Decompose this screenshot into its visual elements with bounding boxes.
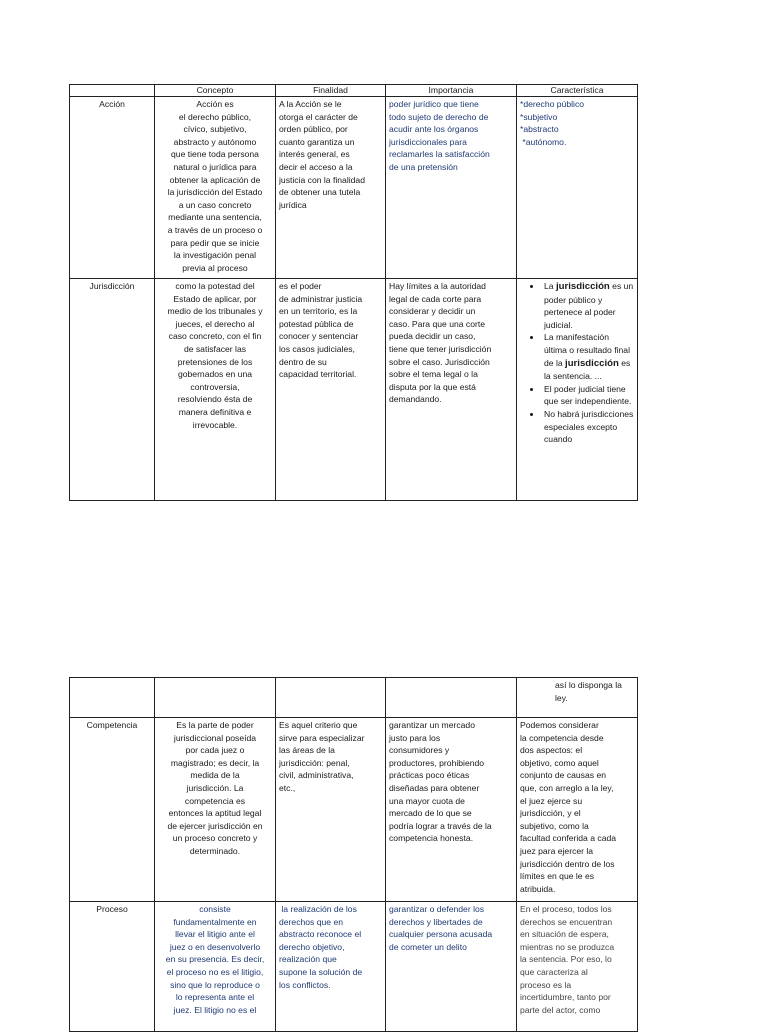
row-label-accion: Acción (70, 97, 155, 279)
caracteristica-item: *abstracto (520, 124, 559, 135)
header-finalidad: Finalidad (276, 85, 386, 97)
bullet-bold-term: jurisdicción (555, 281, 610, 292)
competencia-finalidad: Es aquel criterio que sirve para especializar las áreas de la jurisdicción: penal, civil, administrativa, etc., (276, 718, 386, 902)
row-label-proceso: Proceso (70, 902, 155, 1032)
competencia-importancia: garantizar un mercado justo para los consumidores y productores, prohibiendo prácticas poco éticas diseñadas para obtener una mayor cuota de mercado de lo que se podría lograr a través de la competencia honesta. (386, 718, 517, 902)
row-label-jurisdiccion: Jurisdicción (70, 279, 155, 501)
bullet-bold-term: jurisdicción (565, 357, 619, 369)
continuation-text: así lo disponga la ley. (517, 678, 638, 718)
accion-concepto: Acción es el derecho público, cívico, subjetivo, abstracto y autónomo que tiene toda persona natural o jurídica para obtener la aplicación de la jurisdicción del Estado a un caso concreto mediante una sentencia, a través de un proceso o para pedir que se inicie la investigación penal previa al proceso (155, 97, 276, 279)
table-row (70, 718, 638, 902)
proceso-concepto: consiste fundamentalmente en llevar el litigio ante el juez o en desenvolverlo en su presencia. Es decir, el proceso no es el litigio, sino que lo reproduce o lo representa ante el juez. El litigio no es el (155, 902, 276, 1032)
header-importancia: Importancia (386, 85, 517, 97)
header-concepto: Concepto (155, 85, 276, 97)
bullet-text: La (544, 281, 556, 291)
bullet-item (542, 383, 634, 408)
empty-cell (276, 678, 386, 718)
jurisdiccion-caracteristica (517, 279, 638, 501)
empty-cell (155, 678, 276, 718)
concepts-table-2 (69, 677, 638, 1032)
bullet-text: La manifestación última o resultado final de la (544, 332, 630, 368)
caracteristica-item: *subjetivo (520, 111, 558, 122)
proceso-caracteristica: En el proceso, todos los derechos se encuentran en situación de espera, mientras no se produzca la sentencia. Por eso, lo que caracteriza al proceso es la incertidumbre, tanto por parte del actor, como (517, 902, 638, 1032)
accion-importancia: poder jurídico que tiene todo sujeto de derecho de acudir ante los órganos jurisdiccionales para reclamarles la satisfacción de una pretensión (386, 97, 517, 279)
empty-cell (386, 678, 517, 718)
competencia-concepto: Es la parte de poder jurisdiccional poseída por cada juez o magistrado; es decir, la medida de la jurisdicción. La competencia es entonces la aptitud legal de ejercer jurisdicción en un proceso concreto y determinado. (155, 718, 276, 902)
bullet-text: El poder judicial tiene que ser independiente. (544, 383, 632, 407)
caracteristica-item: *autónomo. (520, 136, 567, 147)
header-caracteristica: Característica (517, 85, 638, 97)
bullet-item (542, 280, 634, 331)
proceso-finalidad: la realización de los derechos que en abstracto reconoce el derecho objetivo, realización que supone la solución de los conflictos. (276, 902, 386, 1032)
caracteristica-item: *derecho público (520, 99, 585, 109)
jurisdiccion-importancia: Hay límites a la autoridad legal de cada corte para considerar y decidir un caso. Para que una corte pueda decidir un caso, tiene que tener jurisdicción sobre el caso. Jurisdicción sobre el tema legal o la disputa por la que está demandando. (386, 279, 517, 501)
row-label-competencia: Competencia (70, 718, 155, 902)
bullet-text: es un poder público y pertenece al poder judicial. (544, 281, 634, 330)
bullet-item (542, 331, 634, 382)
jurisdiccion-concepto: como la potestad del Estado de aplicar, por medio de los tribunales y jueces, el derecho al caso concreto, con el fin de satisfacer las pretensiones de los gobernados en una controversia, resolviendo ésta de manera definitiva e irrevocable. (155, 279, 276, 501)
proceso-importancia: garantizar o defender los derechos y libertades de cualquier persona acusada de cometer un delito (386, 902, 517, 1032)
accion-caracteristica (517, 97, 638, 279)
caracteristica-bullet-list (520, 280, 634, 446)
concepts-table-1 (69, 84, 638, 501)
table-header-row (70, 85, 638, 97)
table-row-continuation (70, 678, 638, 718)
table-row (70, 902, 638, 1032)
competencia-caracteristica: Podemos considerar la competencia desde dos aspectos: el objetivo, como aquel conjunto de causas en que, con arreglo a la ley, el juez ejerce su jurisdicción, y el subjetivo, como la facultad conferida a cada juez para ejercer la jurisdicción dentro de los límites en que le es atribuida. (517, 718, 638, 902)
header-empty (70, 85, 155, 97)
bullet-text: es la sentencia. ... (544, 357, 631, 382)
table-row (70, 279, 638, 501)
bullet-text: No habrá jurisdicciones especiales excepto cuando (544, 408, 634, 445)
bullet-item (542, 408, 634, 446)
jurisdiccion-finalidad: es el poder de administrar justicia en un territorio, es la potestad pública de conocer y sentenciar los casos judiciales, dentro de su capacidad territorial. (276, 279, 386, 501)
accion-finalidad: A la Acción se le otorga el carácter de orden público, por cuanto garantiza un interés general, es decir el acceso a la justicia con la finalidad de obtener una tutela jurídica (276, 97, 386, 279)
table-row (70, 97, 638, 279)
empty-cell (70, 678, 155, 718)
